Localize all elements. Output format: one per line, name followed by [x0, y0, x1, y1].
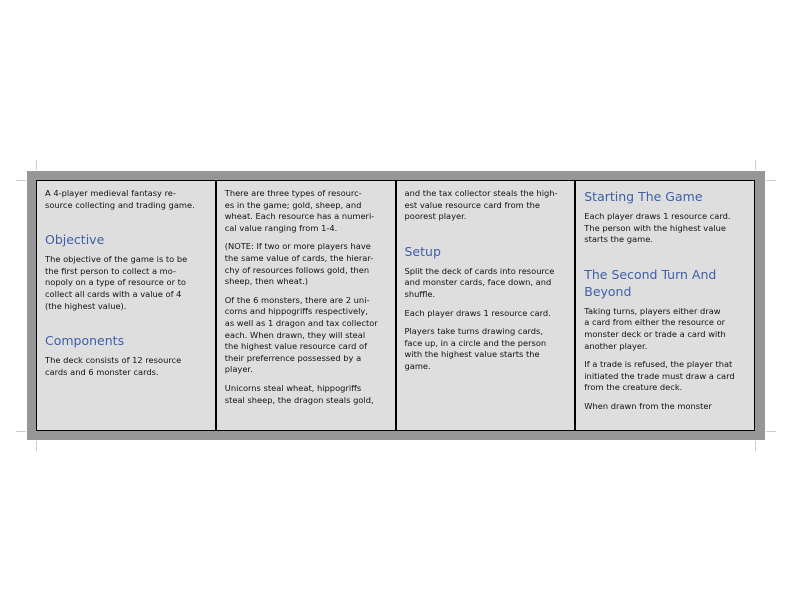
section-heading: Objective [45, 232, 105, 248]
paragraph: (NOTE: If two or more players have the same value of cards, the hierar- chy of resources follows gold, then sheep, then wheat.) [224, 241, 374, 287]
paragraph: Unicorns steal wheat, hippogriffs steal sheep, the dragon steals gold, [224, 382, 374, 405]
crop-mark [755, 441, 756, 451]
section-heading: Setup [404, 243, 441, 259]
section-heading: Starting The Game [584, 189, 703, 204]
paragraph: A 4-player medieval fantasy re- source collecting and trading game. [45, 188, 195, 210]
crop-mark [766, 431, 776, 432]
paragraph: Players take turns drawing cards, face up, in a circle and the person with the highest value starts the game. [404, 326, 547, 371]
paragraph: Taking turns, players either draw a card from either the resource or monster deck or trade a card with another player. [584, 305, 726, 351]
paragraph: If a trade is refused, the player that initiated the trade must draw a card from the creature deck. [584, 359, 735, 393]
panel-4 [576, 181, 754, 430]
crop-mark [766, 180, 776, 181]
section-heading: Components [45, 333, 125, 349]
crop-mark [36, 441, 37, 451]
paragraph: and the tax collector steals the high- est value resource card from the poorest player. [404, 188, 558, 222]
paragraph: Of the 6 monsters, there are 2 uni- corns and hippogriffs respectively, as well as 1 dragon and tax collector each. When drawn, they will steal the highest value resource card of their preferrence possessed by a player. [224, 294, 378, 375]
paragraph: There are three types of resourc- es in the game; gold, sheep, and wheat. Each resource has a numeri- cal value ranging from 1-4. [224, 188, 375, 233]
paragraph: When drawn from the monster [584, 400, 712, 411]
paragraph: Each player draws 1 resource card. The person with the highest value starts the game. [584, 211, 731, 245]
paragraph: The deck consists of 12 resource cards and 6 monster cards. [45, 355, 182, 377]
pamphlet-panels [36, 180, 755, 431]
crop-mark [755, 160, 756, 170]
crop-mark [36, 160, 37, 170]
crop-mark [16, 431, 26, 432]
section-heading: The Second Turn And Beyond [584, 266, 717, 299]
paragraph: The objective of the game is to be the first person to collect a mo- nopoly on a type of resource or to collect all cards with a value of 4 (the highest value). [45, 254, 188, 311]
panel-3 [397, 181, 577, 430]
paragraph: Each player draws 1 resource card. [404, 307, 551, 318]
paragraph: Split the deck of cards into resource and monster cards, face down, and shuffle. [404, 265, 555, 299]
panel-2 [217, 181, 397, 430]
crop-mark [16, 180, 26, 181]
panel-1 [37, 181, 217, 430]
